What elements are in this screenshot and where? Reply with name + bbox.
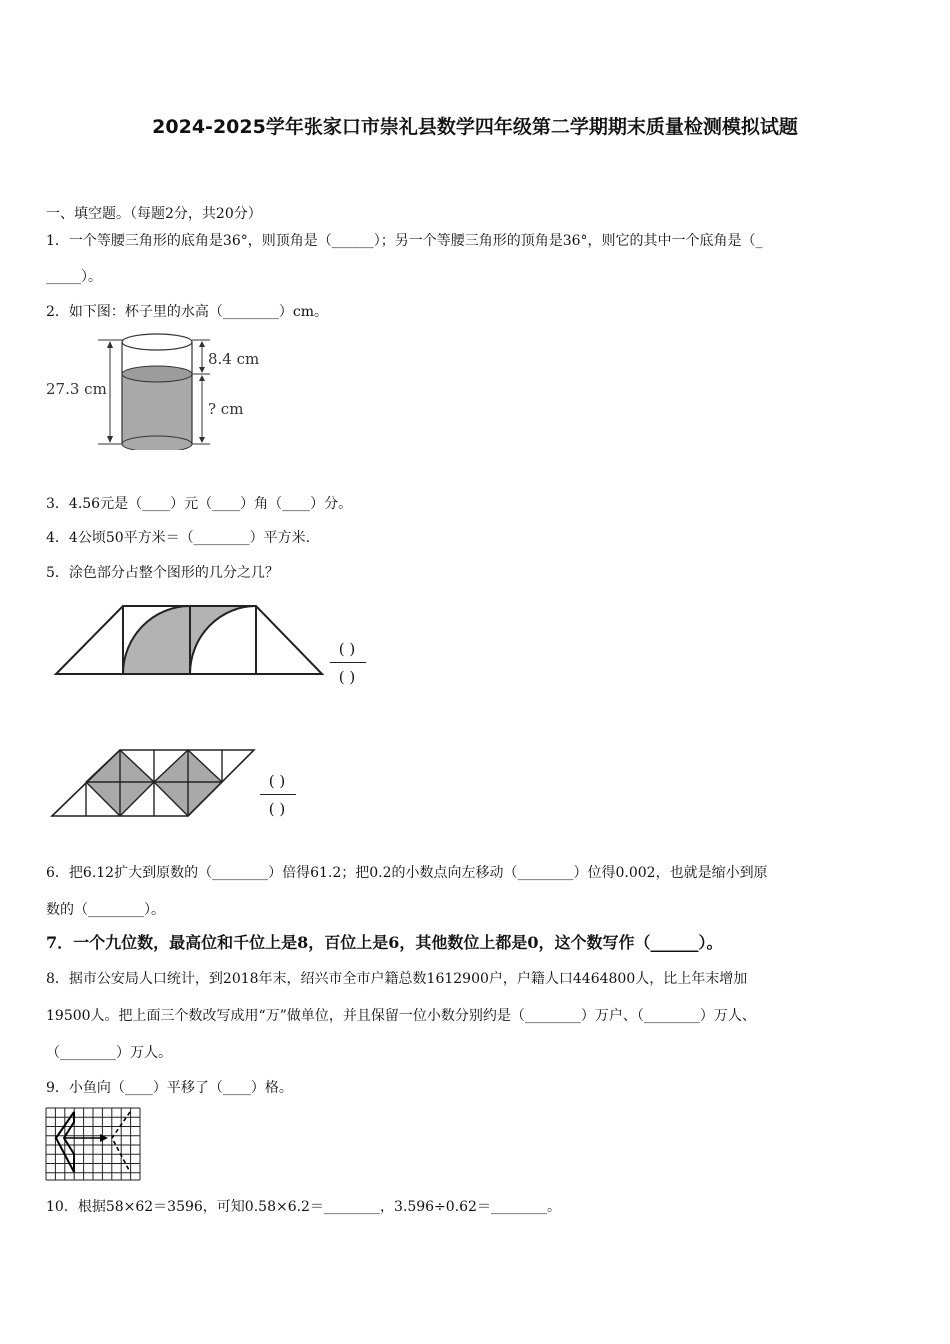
fish-grid-figure <box>44 1106 142 1182</box>
fraction-bar-1 <box>330 662 366 663</box>
cup-total-label: 27.3 cm <box>46 380 107 398</box>
question-7: 7．一个九位数，最高位和千位上是8，百位上是6，其他数位上都是0，这个数写作（______）。 <box>46 933 723 952</box>
trapezoid-figure <box>50 600 330 680</box>
question-3: 3．4.56元是（____）元（____）角（____）分。 <box>46 496 353 512</box>
question-8-line-2: 19500人。把上面三个数改写成用“万”做单位，并且保留一位小数分别约是（________）万户、（________）万人、 <box>46 1008 756 1024</box>
question-1-line-2: _____）。 <box>46 269 102 285</box>
question-1-line-1: 1．一个等腰三角形的底角是36°，则顶角是（______）；另一个等腰三角形的顶角是36°，则它的其中一个底角是（_ <box>46 233 763 249</box>
question-8-line-1: 8．据市公安局人口统计，到2018年末，绍兴市全市户籍总数1612900户，户籍人口4464800人，比上年末增加 <box>46 971 748 987</box>
cup-top-label: 8.4 cm <box>208 350 260 368</box>
question-4: 4．4公顷50平方米＝（________）平方米. <box>46 530 311 546</box>
fraction-numerator-2: ( ) <box>268 772 286 790</box>
fraction-numerator-1: ( ) <box>338 640 356 658</box>
question-5: 5．涂色部分占整个图形的几分之几？ <box>46 565 279 581</box>
fraction-denominator-2: ( ) <box>268 800 286 818</box>
page-title: 2024-2025学年张家口市崇礼县数学四年级第二学期期末质量检测模拟试题 <box>152 116 798 138</box>
parallelogram-figure <box>48 746 260 820</box>
cup-question-label: ? cm <box>208 400 244 418</box>
section-heading: 一、填空题。（每题2分，共20分） <box>46 206 262 222</box>
question-10: 10．根据58×62＝3596，可知0.58×6.2＝________，3.596÷0.62＝________。 <box>46 1199 561 1215</box>
question-6-line-1: 6．把6.12扩大到原数的（________）倍得61.2；把0.2的小数点向左移动（________）位得0.002，也就是缩小到原 <box>46 865 768 881</box>
fraction-bar-2 <box>260 794 296 795</box>
question-9: 9．小鱼向（____）平移了（____）格。 <box>46 1080 293 1096</box>
fraction-denominator-1: ( ) <box>338 668 356 686</box>
cup-figure <box>44 330 284 450</box>
question-6-line-2: 数的（________）。 <box>46 902 165 918</box>
question-2: 2．如下图：杯子里的水高（________）cm。 <box>46 304 329 320</box>
question-8-line-3: （________）万人。 <box>46 1045 172 1061</box>
